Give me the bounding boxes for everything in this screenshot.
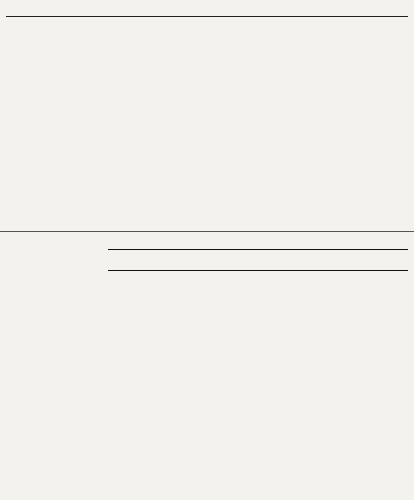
upper-columns <box>6 16 408 246</box>
section-banner <box>108 249 408 271</box>
section-divider <box>0 231 414 232</box>
lower-columns <box>108 282 408 500</box>
left-lower-column <box>6 234 102 500</box>
